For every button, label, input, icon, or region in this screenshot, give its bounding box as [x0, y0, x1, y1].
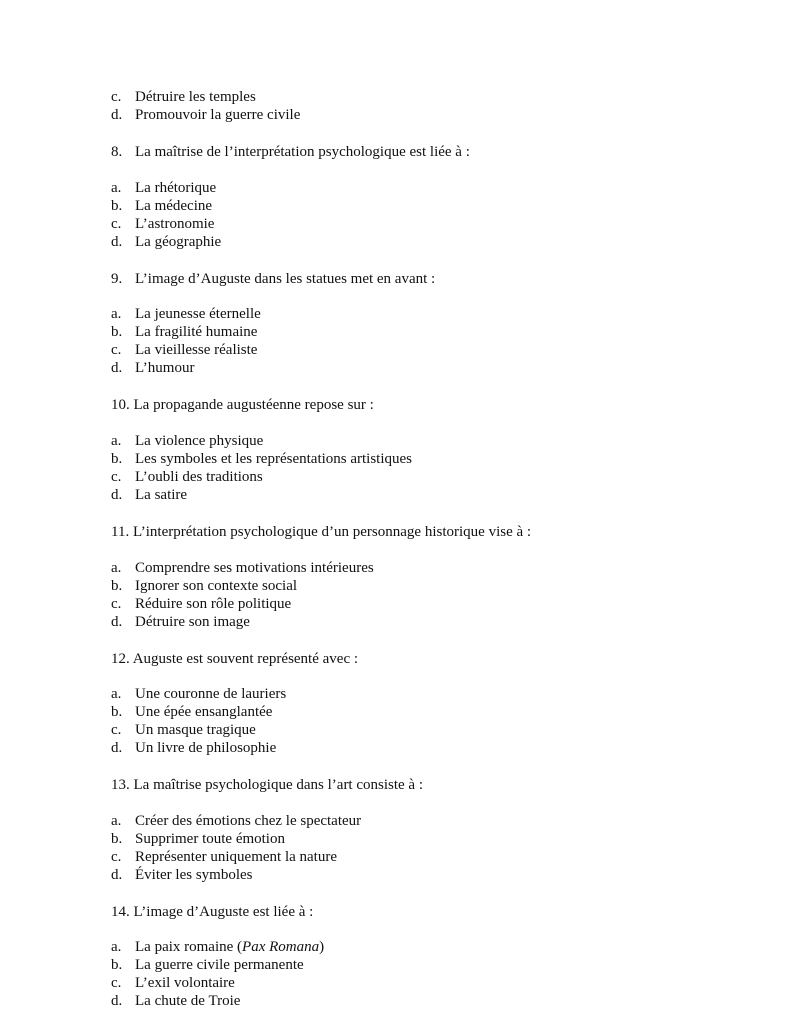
question-heading [111, 143, 470, 161]
option-text: L’humour [135, 360, 195, 376]
option-letter: d. [111, 614, 123, 630]
option-letter: d. [111, 487, 123, 503]
option-text: Un livre de philosophie [135, 740, 277, 756]
list-item [111, 866, 252, 884]
question-heading [111, 396, 374, 414]
option-italic-text: Pax Romana [242, 939, 320, 955]
option-text: La guerre civile permanente [135, 957, 304, 973]
question-number: 12. [111, 651, 130, 667]
option-letter: c. [111, 722, 122, 738]
option-text: L’oubli des traditions [135, 469, 263, 485]
option-letter: c. [111, 469, 122, 485]
option-text: La rhétorique [135, 180, 217, 196]
option-text: La satire [135, 487, 188, 503]
option-text: L’astronomie [135, 216, 215, 232]
option-text: La géographie [135, 234, 222, 250]
list-item [111, 88, 256, 106]
list-item [111, 559, 374, 577]
question-text: La propagande augustéenne repose sur : [133, 397, 374, 413]
option-letter: d. [111, 867, 123, 883]
list-item [111, 992, 240, 1010]
option-text: Créer des émotions chez le spectateur [135, 813, 362, 829]
list-item [111, 721, 256, 739]
list-item [111, 305, 261, 323]
question-number: 8. [111, 144, 123, 160]
option-letter: a. [111, 939, 122, 955]
question-text: La maîtrise psychologique dans l’art consiste à : [133, 777, 424, 793]
option-text: Une épée ensanglantée [135, 704, 273, 720]
list-item [111, 432, 263, 450]
list-item [111, 613, 250, 631]
option-letter: b. [111, 198, 123, 214]
option-text: Un masque tragique [135, 722, 256, 738]
list-item [111, 685, 286, 703]
option-letter: a. [111, 686, 122, 702]
option-text: Une couronne de lauriers [135, 686, 287, 702]
option-letter: a. [111, 813, 122, 829]
list-item [111, 197, 212, 215]
question-heading [111, 903, 313, 921]
option-letter: d. [111, 234, 123, 250]
option-letter: a. [111, 306, 122, 322]
option-text-after: ) [319, 939, 325, 955]
option-letter: a. [111, 433, 122, 449]
option-letter: c. [111, 596, 122, 612]
option-text: Ignorer son contexte social [135, 578, 298, 594]
list-item [111, 956, 304, 974]
option-text: La médecine [135, 198, 213, 214]
question-text: L’interprétation psychologique d’un personnage historique vise à : [132, 524, 532, 540]
option-text: La vieillesse réaliste [135, 342, 258, 358]
list-item [111, 577, 297, 595]
option-text: Éviter les symboles [135, 867, 253, 883]
question-text: L’image d’Auguste dans les statues met en avant : [135, 271, 436, 287]
question-number: 9. [111, 271, 123, 287]
option-text: Représenter uniquement la nature [135, 849, 338, 865]
list-item [111, 323, 257, 341]
question-number: 10. [111, 397, 130, 413]
list-item [111, 812, 361, 830]
list-item [111, 341, 257, 359]
option-text: Supprimer toute émotion [135, 831, 285, 847]
option-letter: c. [111, 342, 122, 358]
list-item [111, 468, 263, 486]
question-heading [111, 776, 423, 794]
list-item [111, 233, 221, 251]
question-number: 14. [111, 904, 130, 920]
question-heading [111, 650, 358, 668]
question-text: L’image d’Auguste est liée à : [133, 904, 314, 920]
option-letter: d. [111, 107, 123, 123]
list-item [111, 739, 276, 757]
option-text: Promouvoir la guerre civile [135, 107, 301, 123]
list-item [111, 215, 214, 233]
option-text: Détruire son image [135, 614, 250, 630]
list-item [111, 595, 291, 613]
option-letter: c. [111, 216, 122, 232]
option-letter: b. [111, 324, 123, 340]
list-item [111, 848, 337, 866]
list-item [111, 106, 300, 124]
question-number: 11. [111, 524, 130, 540]
option-text: Réduire son rôle politique [135, 596, 292, 612]
option-letter: a. [111, 180, 122, 196]
list-item [111, 830, 285, 848]
list-item [111, 974, 235, 992]
list-item [111, 179, 216, 197]
question-heading [111, 523, 531, 541]
option-text: La fragilité humaine [135, 324, 258, 340]
list-item [111, 486, 187, 504]
option-letter: d. [111, 360, 123, 376]
option-letter: d. [111, 993, 123, 1009]
question-text: Auguste est souvent représenté avec : [132, 651, 359, 667]
list-item [111, 703, 272, 721]
question-number: 13. [111, 777, 130, 793]
option-letter: d. [111, 740, 123, 756]
option-text: La chute de Troie [135, 993, 241, 1009]
option-text: La jeunesse éternelle [135, 306, 261, 322]
option-letter: b. [111, 831, 123, 847]
option-letter: c. [111, 89, 122, 105]
option-letter: b. [111, 451, 123, 467]
option-letter: c. [111, 849, 122, 865]
option-letter: c. [111, 975, 122, 991]
option-text: La paix romaine ( [135, 939, 243, 955]
option-letter: b. [111, 578, 123, 594]
option-text: Détruire les temples [135, 89, 256, 105]
question-heading [111, 270, 435, 288]
list-item [111, 938, 324, 956]
list-item [111, 450, 412, 468]
option-letter: b. [111, 957, 123, 973]
option-text: Comprendre ses motivations intérieures [135, 560, 374, 576]
option-letter: a. [111, 560, 122, 576]
option-letter: b. [111, 704, 123, 720]
question-text: La maîtrise de l’interprétation psychologique est liée à : [135, 144, 470, 160]
option-text: La violence physique [135, 433, 264, 449]
option-text: Les symboles et les représentations artistiques [135, 451, 413, 467]
option-text: L’exil volontaire [135, 975, 235, 991]
list-item [111, 359, 194, 377]
